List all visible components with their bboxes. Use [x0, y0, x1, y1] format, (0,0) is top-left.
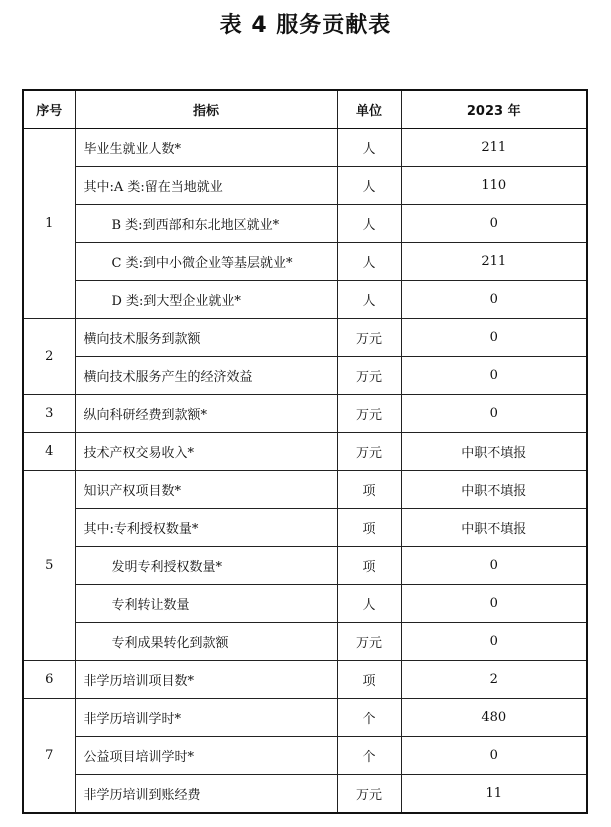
unit-cell: 万元 — [337, 433, 401, 471]
unit-cell: 人 — [337, 167, 401, 205]
indicator-cell: 毕业生就业人数* — [75, 129, 337, 167]
row-index: 1 — [23, 129, 75, 319]
unit-cell: 人 — [337, 281, 401, 319]
unit-cell: 项 — [337, 509, 401, 547]
unit-cell: 人 — [337, 205, 401, 243]
header-indicator: 指标 — [75, 90, 337, 129]
indicator-cell: 专利成果转化到款额 — [75, 623, 337, 661]
table-row — [23, 471, 587, 509]
indicator-cell: 纵向科研经费到款额* — [75, 395, 337, 433]
indicator-cell: 非学历培训到账经费 — [75, 775, 337, 814]
service-contribution-table — [22, 89, 588, 814]
row-index: 4 — [23, 433, 75, 471]
value-cell: 0 — [401, 623, 587, 661]
table-row — [23, 737, 587, 775]
table-row — [23, 357, 587, 395]
row-index: 5 — [23, 471, 75, 661]
table-row — [23, 395, 587, 433]
unit-cell: 万元 — [337, 357, 401, 395]
table-row — [23, 319, 587, 357]
indicator-cell: D 类:到大型企业就业* — [75, 281, 337, 319]
row-index: 6 — [23, 661, 75, 699]
value-cell: 110 — [401, 167, 587, 205]
value-cell: 0 — [401, 281, 587, 319]
unit-cell: 万元 — [337, 395, 401, 433]
unit-cell: 万元 — [337, 775, 401, 814]
unit-cell: 项 — [337, 471, 401, 509]
indicator-cell: 发明专利授权数量* — [75, 547, 337, 585]
value-cell: 0 — [401, 357, 587, 395]
header-year: 2023 年 — [401, 90, 587, 129]
table-row — [23, 623, 587, 661]
page-title: 表 4 服务贡献表 — [219, 13, 392, 38]
indicator-cell: C 类:到中小微企业等基层就业* — [75, 243, 337, 281]
table-row — [23, 699, 587, 737]
value-cell: 中职不填报 — [401, 471, 587, 509]
indicator-cell: 非学历培训学时* — [75, 699, 337, 737]
indicator-cell: 专利转让数量 — [75, 585, 337, 623]
row-index: 2 — [23, 319, 75, 395]
value-cell: 11 — [401, 775, 587, 814]
value-cell: 211 — [401, 243, 587, 281]
value-cell: 0 — [401, 737, 587, 775]
unit-cell: 项 — [337, 547, 401, 585]
value-cell: 0 — [401, 585, 587, 623]
unit-cell: 项 — [337, 661, 401, 699]
value-cell: 211 — [401, 129, 587, 167]
indicator-cell: B 类:到西部和东北地区就业* — [75, 205, 337, 243]
unit-cell: 人 — [337, 129, 401, 167]
row-index: 7 — [23, 699, 75, 814]
table-row — [23, 433, 587, 471]
table-row — [23, 281, 587, 319]
table-row — [23, 243, 587, 281]
indicator-cell: 横向技术服务产生的经济效益 — [75, 357, 337, 395]
indicator-cell: 其中:A 类:留在当地就业 — [75, 167, 337, 205]
indicator-cell: 非学历培训项目数* — [75, 661, 337, 699]
indicator-cell: 其中:专利授权数量* — [75, 509, 337, 547]
table-header-row — [23, 90, 587, 129]
unit-cell: 万元 — [337, 319, 401, 357]
table-row — [23, 775, 587, 814]
table-row — [23, 509, 587, 547]
table-row — [23, 129, 587, 167]
unit-cell: 个 — [337, 699, 401, 737]
header-idx: 序号 — [23, 90, 75, 129]
value-cell: 0 — [401, 547, 587, 585]
indicator-cell: 技术产权交易收入* — [75, 433, 337, 471]
unit-cell: 人 — [337, 585, 401, 623]
indicator-cell: 横向技术服务到款额 — [75, 319, 337, 357]
value-cell: 0 — [401, 319, 587, 357]
table-body — [23, 129, 587, 814]
value-cell: 中职不填报 — [401, 433, 587, 471]
unit-cell: 万元 — [337, 623, 401, 661]
table-row — [23, 661, 587, 699]
indicator-cell: 知识产权项目数* — [75, 471, 337, 509]
value-cell: 2 — [401, 661, 587, 699]
row-index: 3 — [23, 395, 75, 433]
table-row — [23, 205, 587, 243]
value-cell: 480 — [401, 699, 587, 737]
value-cell: 中职不填报 — [401, 509, 587, 547]
value-cell: 0 — [401, 395, 587, 433]
indicator-cell: 公益项目培训学时* — [75, 737, 337, 775]
unit-cell: 个 — [337, 737, 401, 775]
table-row — [23, 585, 587, 623]
unit-cell: 人 — [337, 243, 401, 281]
table-row — [23, 167, 587, 205]
header-unit: 单位 — [337, 90, 401, 129]
table-row — [23, 547, 587, 585]
value-cell: 0 — [401, 205, 587, 243]
